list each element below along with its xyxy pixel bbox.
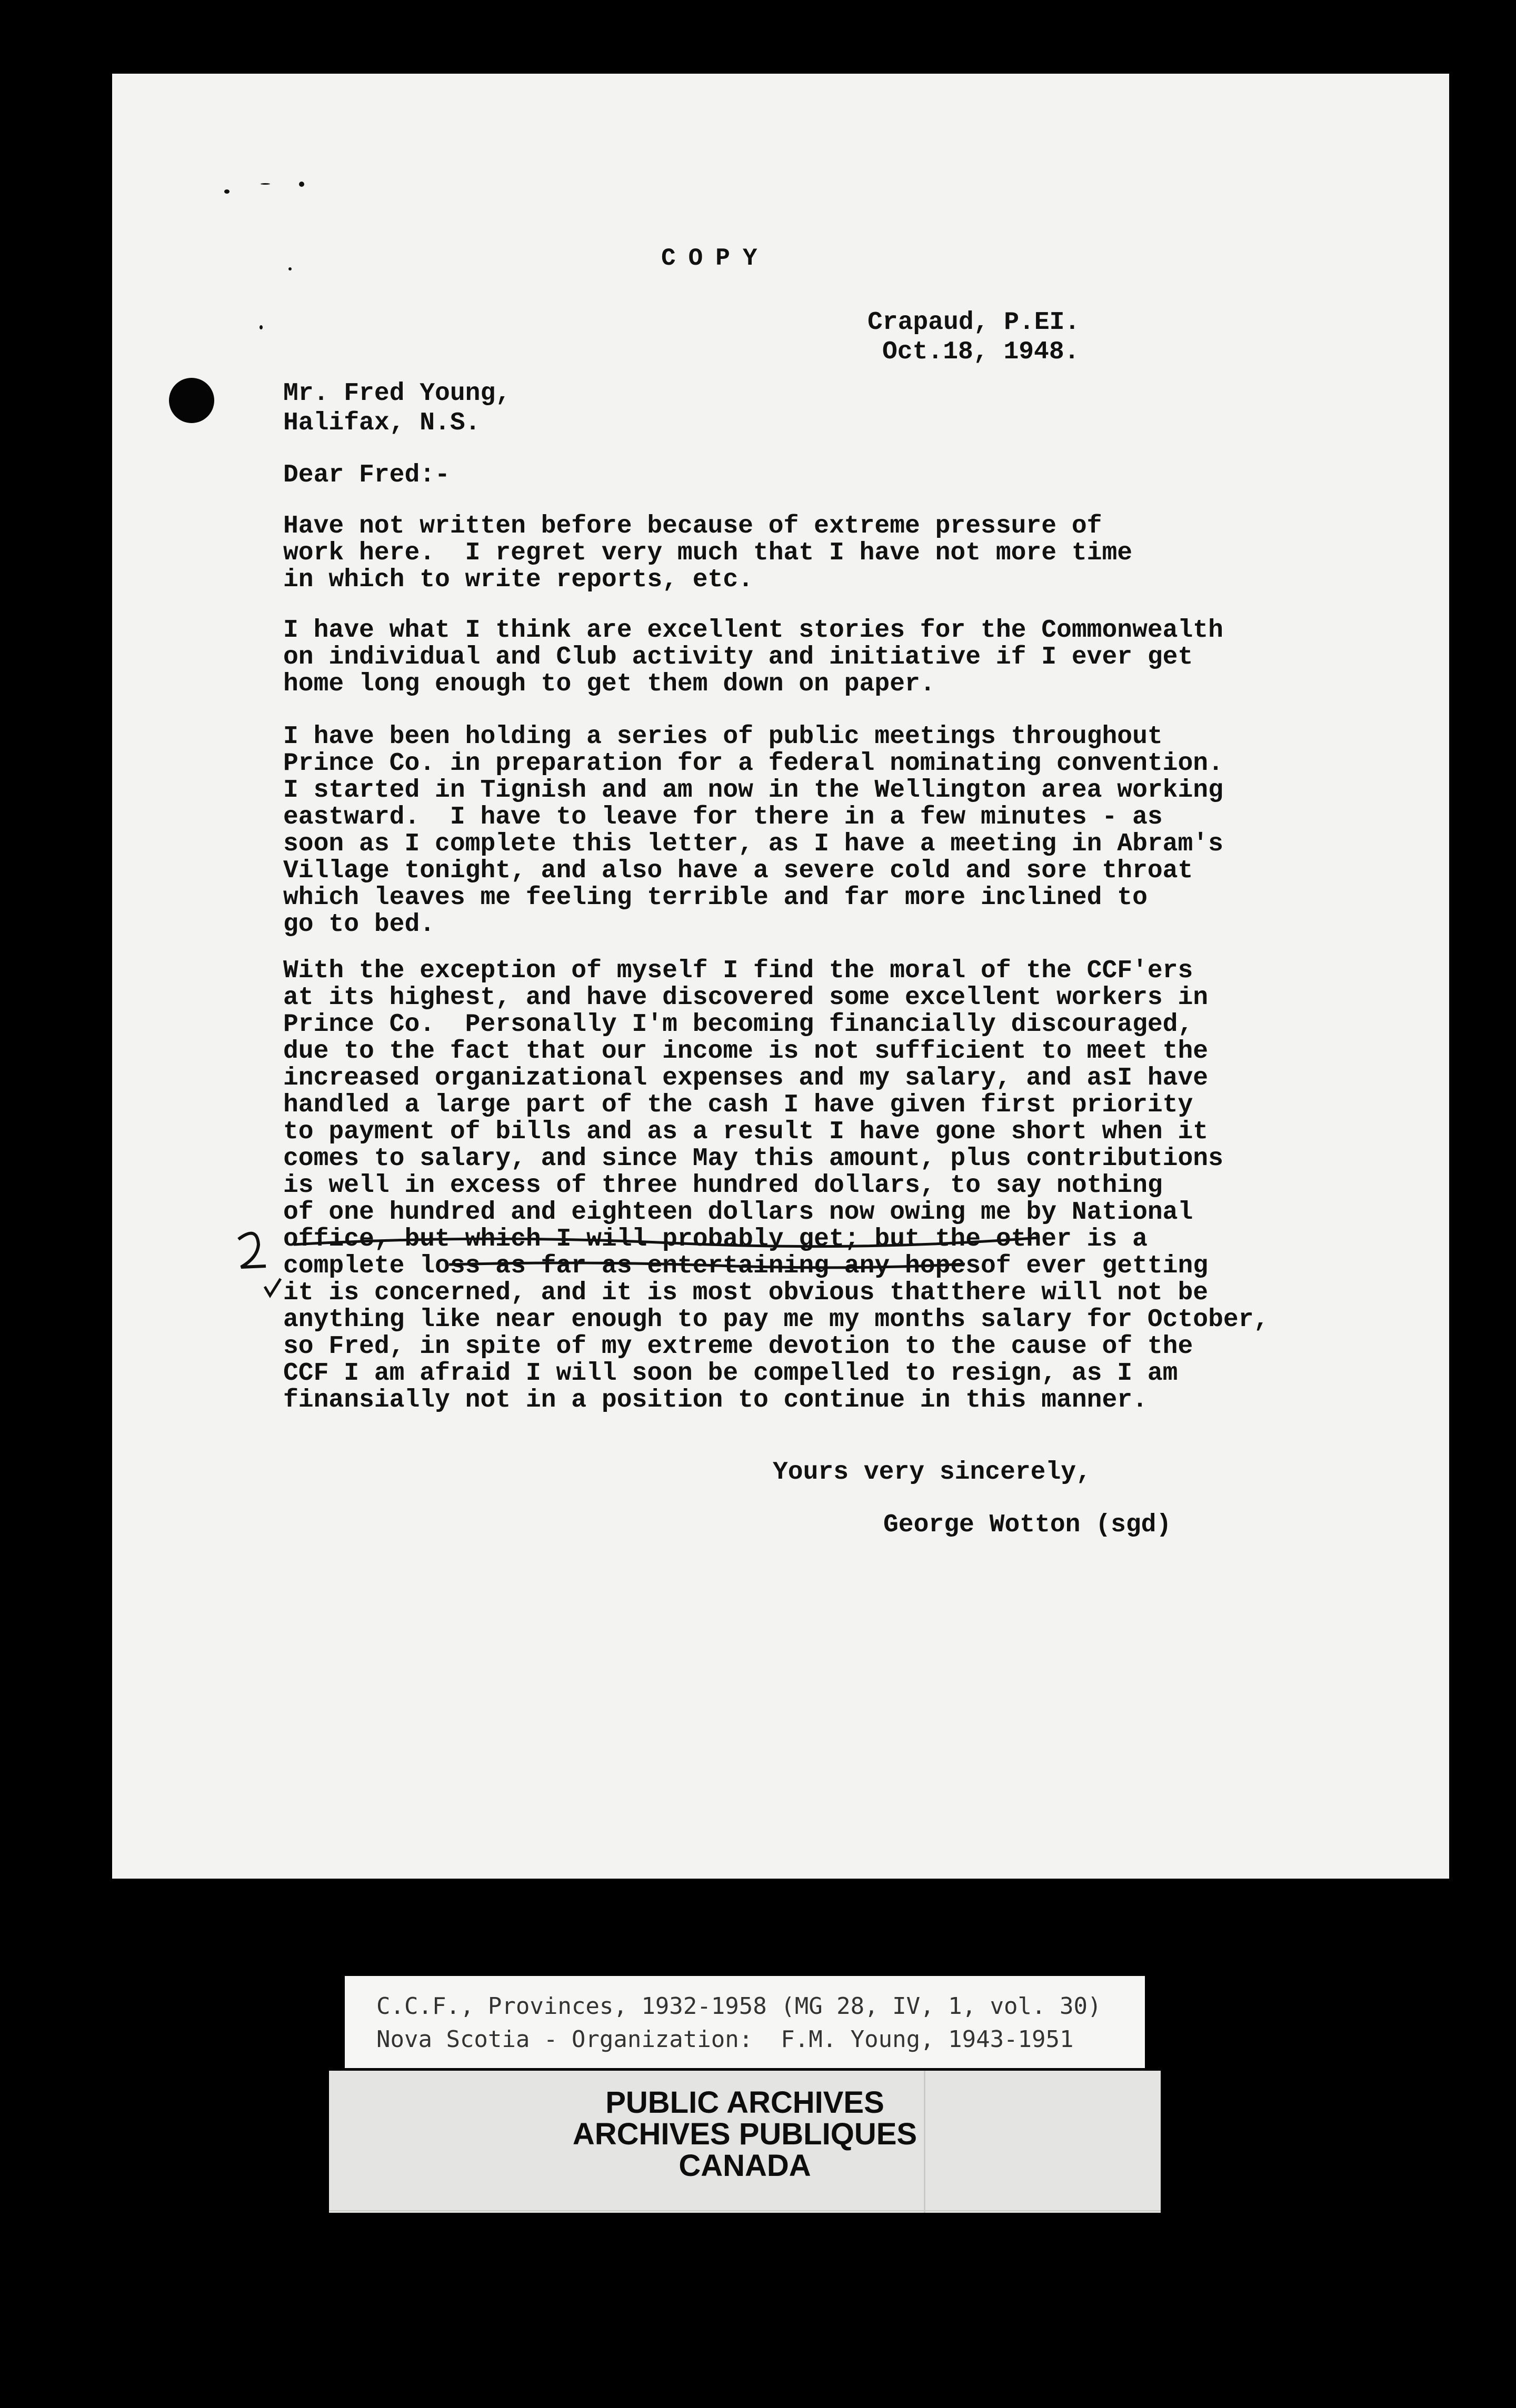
letter-paragraph: I have what I think are excellent stories for the Commonwealth on individual and Club activity and initiative if I ever get home long enough to get them down on paper. (283, 616, 1223, 698)
stamp-line: CANADA (679, 2149, 811, 2183)
letter-place: Crapaud, P.EI. (867, 308, 1080, 337)
public-archives-stamp (329, 2071, 1161, 2213)
handwritten-strikethrough (449, 1263, 965, 1268)
archive-reference-line: Nova Scotia - Organization: F.M. Young, 1943-1951 (376, 2026, 1074, 2053)
archive-reference-label (345, 1976, 1145, 2068)
letter-date: Oct.18, 1948. (882, 338, 1080, 366)
handwritten-underline (294, 1238, 1039, 1247)
recipient-name: Mr. Fred Young, (283, 379, 511, 408)
letter-signature: George Wotton (sgd) (883, 1511, 1172, 1539)
copy-heading: COPY (661, 245, 770, 272)
margin-mark (238, 1233, 266, 1267)
letter-paragraph: Have not written before because of extreme pressure of work here. I regret very much that I have not more time in which to write reports, etc. (283, 512, 1133, 594)
letter-closing: Yours very sincerely, (773, 1458, 1091, 1487)
letter-paragraph: I have been holding a series of public meetings throughout Prince Co. in preparation for a federal nominating convention. I started in Tignish and am now in the Wellington area working eastward. I have to leave for there in a few minutes - as soon as I complete this letter, as I have a meeting in Abram's Village tonight, and also have a severe cold and sore throat which leaves me feeling terrible and far more inclined to go to bed. (283, 723, 1223, 939)
archive-reference-line: C.C.F., Provinces, 1932-1958 (MG 28, IV, 1, vol. 30) (376, 1993, 1102, 2020)
letter-paragraph: With the exception of myself I find the moral of the CCF'ers at its highest, and have discovered some excellent workers in Prince Co. Personally I'm becoming financially discouraged, due to the fact that our income is not sufficient to meet the increased organizational expenses and my salary, and asI have handled a large part of the cash I have given first priority to payment of bills and as a result I have gone short when it comes to salary, and since May this amount, plus contributions is well in excess of three hundred dollars, to say nothing of one hundred and eighteen dollars now owing me by National office, but which I will probably get; but the other is a complete loss as far as entertaining any hopesof ever getting it is concerned, and it is most obvious thatthere will not be anything like near enough to pay me my months salary for October, so Fred, in spite of my extreme devotion to the cause of the CCF I am afraid I will soon be compelled to resign, as I am finansially not in a position to continue in this manner. (283, 957, 1269, 1414)
letter-page (112, 74, 1449, 1879)
stamp-crease (329, 2210, 1161, 2211)
stamp-line: PUBLIC ARCHIVES (605, 2085, 884, 2120)
recipient-city: Halifax, N.S. (283, 409, 481, 437)
salutation: Dear Fred:- (283, 461, 450, 489)
margin-tick (265, 1279, 281, 1296)
pen-annotations (112, 74, 1449, 1879)
stamp-line: ARCHIVES PUBLIQUES (572, 2117, 917, 2151)
